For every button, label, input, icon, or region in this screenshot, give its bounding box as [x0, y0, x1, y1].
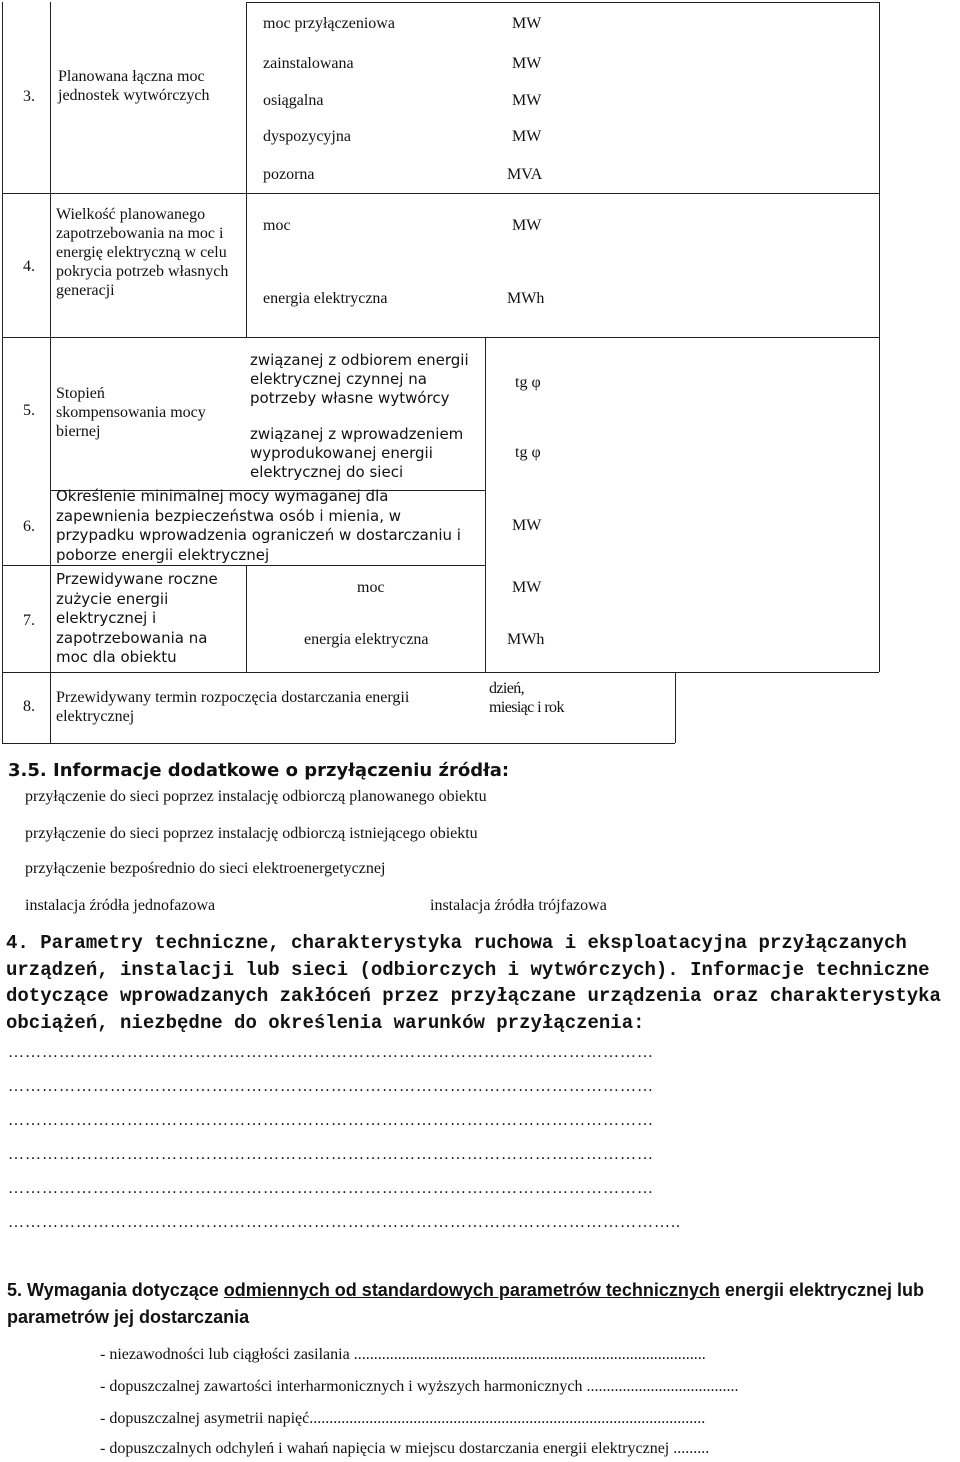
item-unit: MVA	[507, 166, 543, 183]
table-col-divider	[50, 2, 51, 743]
table-row-divider	[2, 565, 485, 566]
row-number: 7.	[23, 612, 35, 629]
item-label: energia elektryczna	[304, 631, 429, 648]
fill-line: ……………………………………………………………………………………………………	[8, 1078, 654, 1095]
item-label: energia elektryczna	[263, 290, 388, 307]
item-unit: MW	[512, 517, 542, 534]
list-item: - niezawodności lub ciągłości zasilania ........................................................................................	[100, 1346, 706, 1363]
fill-line: ……………………………………………………………………………………………………	[8, 1180, 654, 1197]
item-unit: MW	[512, 15, 542, 32]
section-heading: 4. Parametry techniczne, charakterystyka ruchowa i eksploatacyjna przyłączanych urządzeń, instalacji lub sieci (odbiorczych i wytwórczych). Informacje techniczne dotyczące wprowadzanych zakłóceń przez przyłączane urządzenia oraz charakterystyka obciążeń, niezbędne do określenia warunków przyłączenia:	[6, 932, 941, 1034]
item-label: związanej z wprowadzeniem wyprodukowanej energii elektrycznej do sieci	[250, 425, 464, 481]
row-number: 4.	[23, 258, 35, 275]
fill-line: ……………………………………………………………………………………………………	[8, 1112, 654, 1129]
item-unit: tg φ	[515, 444, 541, 461]
item-label: osiągalna	[263, 92, 324, 109]
table-border-right	[879, 2, 880, 672]
item-unit: dzień, miesiąc i rok	[489, 680, 564, 716]
table-col-divider	[246, 2, 247, 337]
item-unit: MWh	[507, 290, 545, 307]
table-border-top	[246, 2, 879, 3]
table-row-divider	[2, 193, 879, 194]
row-label: Planowana łączna moc jednostek wytwórczych	[58, 68, 210, 104]
row-label: Przewidywane roczne zużycie energii elektrycznej i zapotrzebowania na moc dla obiektu	[56, 570, 218, 666]
row-number: 6.	[23, 518, 35, 535]
list-item: - dopuszczalnej asymetrii napięć...................................................................................................	[100, 1410, 706, 1427]
item-unit: MW	[512, 217, 542, 234]
row-label: Przewidywany termin rozpoczęcia dostarczania energii elektrycznej	[56, 689, 410, 725]
item-label: związanej z odbiorem energii elektrycznej czynnej na potrzeby własne wytwórcy	[250, 351, 469, 407]
section-text: Wymagania dotyczące	[27, 1280, 219, 1300]
row-number: 5.	[23, 402, 35, 419]
section-underlined-text: odmiennych od standardowych parametrów technicznych	[223, 1280, 720, 1300]
table-border-bottom	[2, 743, 675, 744]
row-number: 3.	[23, 88, 35, 105]
row-label: Stopień skompensowania mocy biernej	[56, 385, 206, 440]
table-row-divider	[2, 337, 879, 338]
item-label: dyspozycyjna	[263, 128, 351, 145]
table-col-divider	[246, 565, 247, 672]
item-label: moc	[357, 579, 385, 596]
item-unit: MW	[512, 92, 542, 109]
option-text: przyłączenie do sieci poprzez instalację odbiorczą istniejącego obiektu	[25, 825, 478, 842]
item-label: moc przyłączeniowa	[263, 15, 395, 32]
section-heading	[7, 1277, 937, 1331]
table-border-left	[2, 2, 3, 743]
row-label: Wielkość planowanego zapotrzebowania na moc i energię elektryczną w celu pokrycia potrzeb własnych generacji	[56, 206, 229, 299]
section-heading: 3.5. Informacje dodatkowe o przyłączeniu źródła:	[8, 760, 510, 781]
table-row-divider	[2, 672, 879, 673]
list-item: - dopuszczalnych odchyleń i wahań napięcia w miejscu dostarczania energii elektrycznej .........	[100, 1440, 710, 1457]
table-col-divider	[485, 337, 486, 672]
item-label: moc	[263, 217, 291, 234]
fill-line: ………………………………………………………………………………………………………..	[8, 1214, 681, 1231]
item-label: pozorna	[263, 166, 315, 183]
fill-line: ……………………………………………………………………………………………………	[8, 1146, 654, 1163]
row-number: 8.	[23, 698, 35, 715]
row-label: Określenie minimalnej mocy wymaganej dla zapewnienia bezpieczeństwa osób i mienia, w przypadku wprowadzenia ograniczeń w dostarczaniu i poborze energii elektrycznej	[56, 487, 461, 564]
item-label: zainstalowana	[263, 55, 354, 72]
table-border-right	[675, 672, 676, 743]
option-text: przyłączenie do sieci poprzez instalację odbiorczą planowanego obiektu	[25, 788, 487, 805]
item-unit: MWh	[507, 631, 545, 648]
item-unit: MW	[512, 128, 542, 145]
section-number: 5.	[7, 1280, 23, 1300]
item-unit: MW	[512, 579, 542, 596]
fill-line: ……………………………………………………………………………………………………	[8, 1044, 654, 1061]
option-text: przyłączenie bezpośrednio do sieci elektroenergetycznej	[25, 860, 386, 877]
item-unit: MW	[512, 55, 542, 72]
option-text: instalacja źródła jednofazowa	[25, 897, 216, 914]
list-item: - dopuszczalnej zawartości interharmonicznych i wyższych harmonicznych ......................................	[100, 1378, 739, 1395]
item-unit: tg φ	[515, 374, 541, 391]
section-text: energii elektrycznej lub parametrów jej dostarczania	[7, 1280, 924, 1327]
option-text: instalacja źródła trójfazowa	[430, 897, 607, 914]
